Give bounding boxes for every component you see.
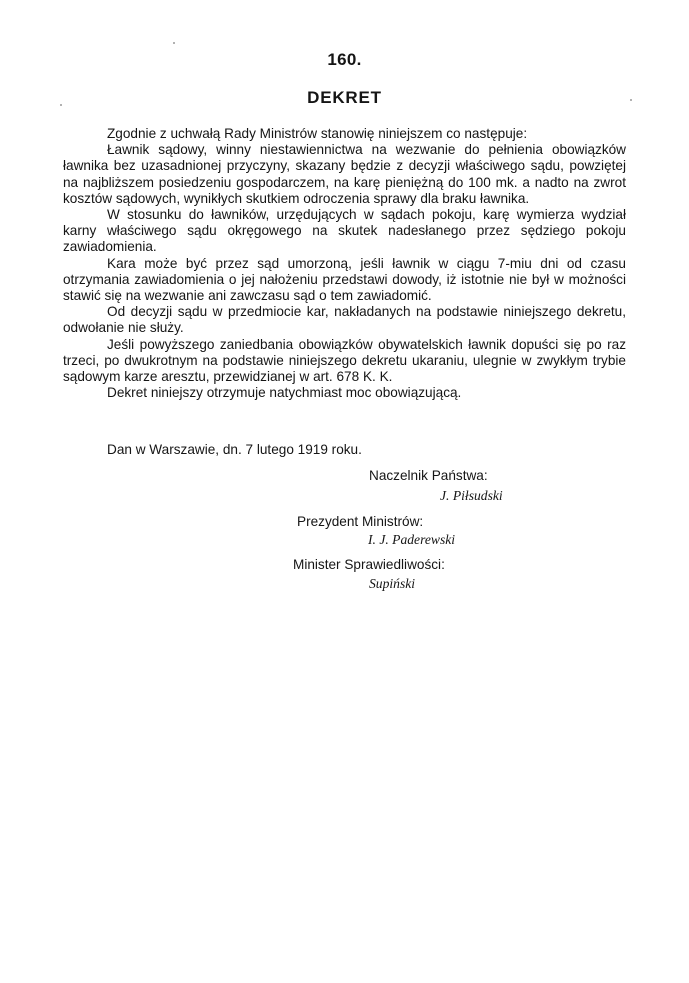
decree-body — [63, 126, 626, 401]
signature-role-head-of-state: Naczelnik Państwa: — [369, 468, 488, 483]
signature-role-minister-of-justice: Minister Sprawiedliwości: — [293, 557, 445, 572]
paragraph-5: Jeśli powyższego zaniedbania obowiązków obywatelskich ławnik dopuści się po raz trzeci, po dwukrotnym na podstawie niniejszego dekretu ukaraniu, ulegnie w zwykłym trybie sądowym karze aresztu, przewidzianej w art. 678 K. K. — [63, 336, 626, 385]
paper-speck — [60, 104, 62, 106]
paragraph-3: Kara może być przez sąd umorzoną, jeśli ławnik w ciągu 7-miu dni od czasu otrzymania zawiadomienia o jej nałożeniu przedstawi dowody, iż istotnie nie był w możności stawić się na wezwanie ani zawczasu sąd o tem zawiadomić. — [63, 255, 626, 304]
signature-name-minister-of-justice: Supiński — [369, 576, 416, 591]
signature-role-prime-minister: Prezydent Ministrów: — [297, 514, 424, 529]
paragraph-2: W stosunku do ławników, urzędujących w sądach pokoju, karę wymierza wydział karny właściwego sądu okręgowego na skutek nadesłanego przez sędziego pokoju zawiadomienia. — [63, 207, 626, 255]
signature-name-prime-minister: I. J. Paderewski — [368, 532, 456, 547]
paragraph-4: Od decyzji sądu w przedmiocie kar, nakładanych na podstawie niniejszego dekretu, odwołanie nie służy. — [63, 304, 626, 336]
paragraph-6: Dekret niniejszy otrzymuje natychmiast moc obowiązującą. — [107, 385, 462, 401]
paragraph-intro: Zgodnie z uchwałą Rady Ministrów stanowię niniejszem co następuje: — [107, 126, 528, 141]
paper-speck — [173, 42, 175, 44]
closing-line: Dan w Warszawie, dn. 7 lutego 1919 roku. — [107, 442, 362, 457]
page-number: 160. — [327, 50, 362, 69]
decree-title: DEKRET — [307, 88, 382, 107]
signature-name-head-of-state: J. Piłsudski — [440, 488, 503, 503]
paper-speck — [630, 99, 632, 101]
paragraph-1: Ławnik sądowy, winny niestawiennictwa na wezwanie do pełnienia obowiązków ławnika bez uzasadnionej przyczyny, skazany będzie z decyzji właściwego sądu, powziętej na najbliższem posiedzeniu gospodarczem, na karę pieniężną do 100 mk. a nadto na zwrot kosztów sądowych, wynikłych skutkiem odroczenia sprawy dla braku ławnika. — [63, 142, 626, 206]
